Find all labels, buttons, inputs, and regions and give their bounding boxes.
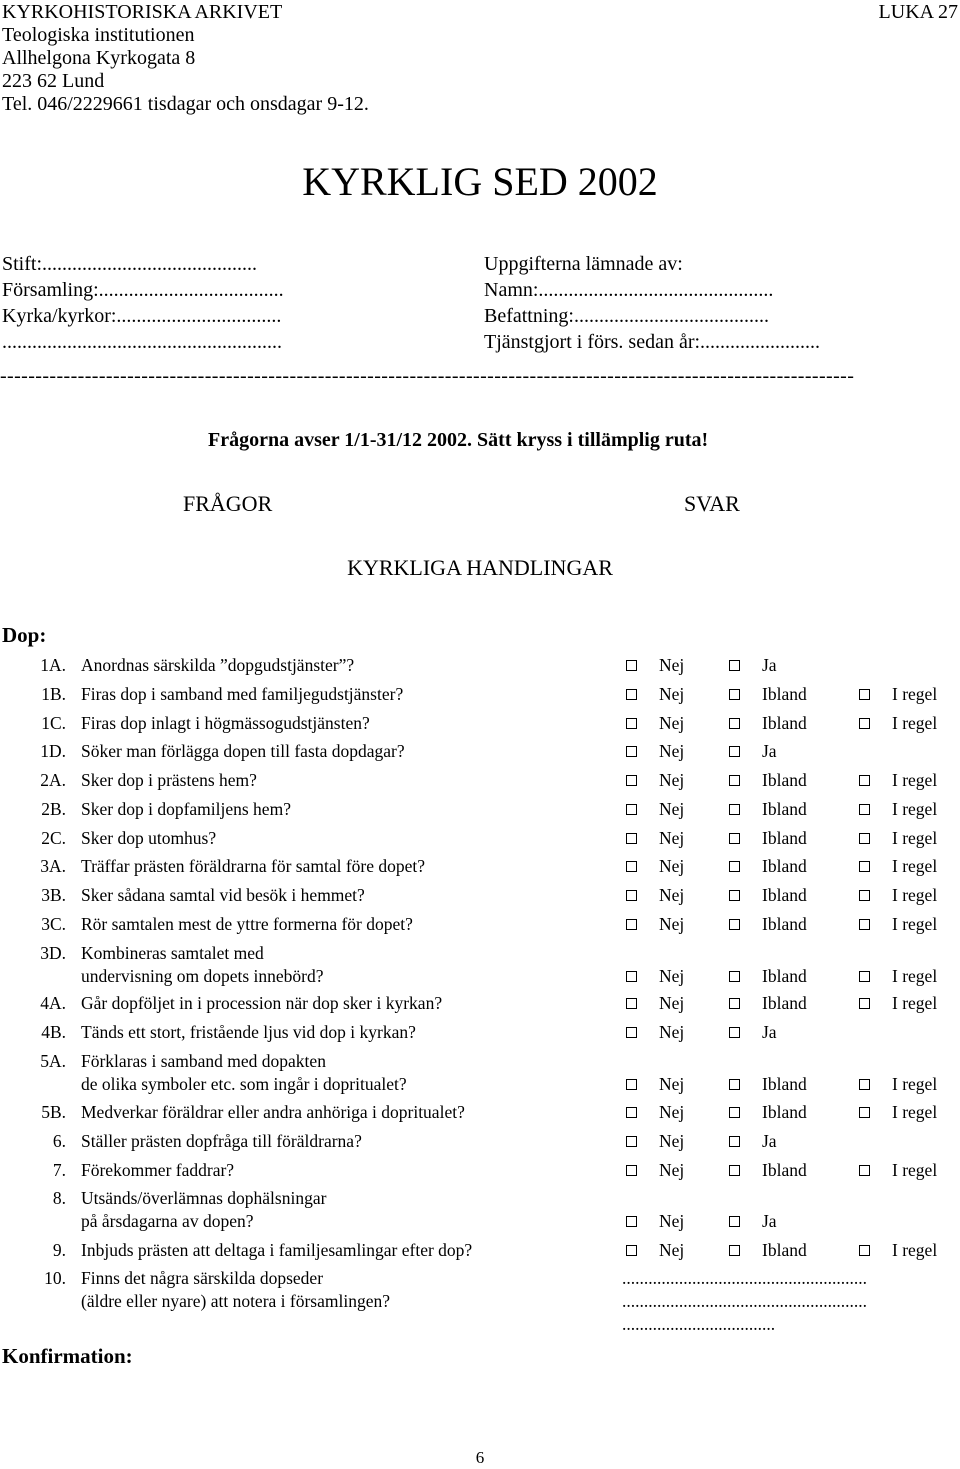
answer-label: Ibland — [762, 684, 807, 704]
answer-option-nej[interactable] — [626, 798, 684, 820]
answer-write-line[interactable]: ................................... — [622, 1314, 776, 1334]
answer-label: Nej — [659, 966, 685, 986]
question-text: på årsdagarna av dopen? — [81, 1211, 254, 1231]
answer-label: Ja — [762, 1131, 777, 1151]
answer-label: Ja — [762, 655, 777, 675]
answer-label: I regel — [892, 1240, 938, 1260]
answer-label: Ja — [762, 1211, 777, 1231]
answer-label: Ibland — [762, 966, 807, 986]
checkbox-icon[interactable] — [626, 660, 637, 671]
answer-label: Ibland — [762, 713, 807, 733]
checkbox-icon[interactable] — [626, 890, 637, 901]
answer-option-ibland[interactable] — [729, 827, 807, 849]
question-number: 1D. — [40, 741, 66, 761]
answer-option-i-regel[interactable] — [859, 965, 937, 987]
checkbox-icon[interactable] — [859, 861, 870, 872]
checkbox-icon[interactable] — [626, 689, 637, 700]
question-text: Medverkar föräldrar eller andra anhöriga i dopritualet? — [81, 1102, 465, 1122]
checkbox-icon[interactable] — [729, 1079, 740, 1090]
answer-option-ibland[interactable] — [729, 1073, 807, 1095]
checkbox-icon[interactable] — [729, 861, 740, 872]
question-text: Söker man förlägga dopen till fasta dopdagar? — [81, 741, 405, 761]
answer-option-ibland[interactable] — [729, 1101, 807, 1123]
answer-write-line[interactable]: ........................................................ — [622, 1291, 867, 1311]
question-row — [0, 769, 960, 792]
question-row — [0, 1101, 960, 1124]
field-stift[interactable]: Stift:........................................... — [2, 253, 258, 275]
answer-label: Ibland — [762, 799, 807, 819]
question-text: Firas dop inlagt i högmässogudstjänsten? — [81, 713, 370, 733]
checkbox-icon[interactable] — [729, 890, 740, 901]
question-text: Sker dop i prästens hem? — [81, 770, 257, 790]
question-text: Utsänds/överlämnas dophälsningar — [81, 1188, 327, 1208]
field-befattning[interactable]: Befattning:....................................... — [484, 305, 769, 327]
postal-address: 223 62 Lund — [2, 70, 105, 92]
checkbox-icon[interactable] — [626, 746, 637, 757]
question-row — [0, 1267, 960, 1334]
answer-option-nej[interactable] — [626, 1101, 684, 1123]
question-row — [0, 992, 960, 1015]
institution: Teologiska institutionen — [2, 24, 195, 46]
question-row — [0, 942, 960, 988]
checkbox-icon[interactable] — [729, 804, 740, 815]
checkbox-icon[interactable] — [626, 775, 637, 786]
answer-option-i-regel[interactable] — [859, 1159, 937, 1181]
checkbox-icon[interactable] — [729, 689, 740, 700]
question-text: Går dopföljet in i procession när dop sker i kyrkan? — [81, 993, 443, 1013]
question-text: (äldre eller nyare) att notera i församlingen? — [81, 1291, 391, 1311]
checkbox-icon[interactable] — [626, 1165, 637, 1176]
answer-option-i-regel[interactable] — [859, 712, 937, 734]
answer-option-nej[interactable] — [626, 769, 684, 791]
answer-option-ibland[interactable] — [729, 798, 807, 820]
question-number: 6. — [52, 1131, 66, 1151]
question-row — [0, 683, 960, 706]
answer-option-ibland[interactable] — [729, 855, 807, 877]
question-row — [0, 1187, 960, 1233]
archive-name: KYRKOHISTORISKA ARKIVET — [2, 1, 283, 23]
checkbox-icon[interactable] — [626, 1245, 637, 1256]
answer-write-line[interactable]: ........................................................ — [622, 1268, 867, 1288]
answer-option-nej[interactable] — [626, 913, 684, 935]
question-row — [0, 1130, 960, 1153]
answer-option-nej[interactable] — [626, 965, 684, 987]
question-text: Sker dop utomhus? — [81, 828, 217, 848]
answer-option-nej[interactable] — [626, 992, 684, 1014]
answer-label: Ja — [762, 1022, 777, 1042]
checkbox-icon[interactable] — [729, 919, 740, 930]
question-number: 1B. — [41, 684, 66, 704]
answer-label: Nej — [659, 741, 685, 761]
answer-label: I regel — [892, 914, 938, 934]
checkbox-icon[interactable] — [626, 804, 637, 815]
separator-line: ------------------------------------------------------------------------------------------------------------------------- — [0, 365, 855, 387]
checkbox-icon[interactable] — [626, 1136, 637, 1147]
question-number: 5A. — [40, 1051, 66, 1071]
checkbox-icon[interactable] — [626, 1216, 637, 1227]
checkbox-icon[interactable] — [859, 998, 870, 1009]
checkbox-icon[interactable] — [626, 998, 637, 1009]
checkbox-icon[interactable] — [626, 861, 637, 872]
answer-option-nej[interactable] — [626, 683, 684, 705]
answer-label: Ibland — [762, 914, 807, 934]
answer-label: Ibland — [762, 1240, 807, 1260]
answer-label: I regel — [892, 885, 938, 905]
checkbox-icon[interactable] — [626, 971, 637, 982]
checkbox-icon[interactable] — [859, 833, 870, 844]
answer-option-i-regel[interactable] — [859, 1239, 937, 1261]
answer-option-nej[interactable] — [626, 827, 684, 849]
question-text: Kombineras samtalet med — [81, 943, 264, 963]
answer-label: Ibland — [762, 1160, 807, 1180]
answer-option-nej[interactable] — [626, 654, 684, 676]
phone-hours: Tel. 046/2229661 tisdagar och onsdagar 9-12. — [2, 93, 369, 115]
question-text: Finns det några särskilda dopseder — [81, 1268, 324, 1288]
answer-option-nej[interactable] — [626, 1210, 684, 1232]
checkbox-icon[interactable] — [859, 919, 870, 930]
question-text: Förklaras i samband med dopakten — [81, 1051, 326, 1071]
question-number: 4B. — [41, 1022, 66, 1042]
answer-label: Ibland — [762, 1074, 807, 1094]
answer-label: Nej — [659, 856, 685, 876]
answer-option-nej[interactable] — [626, 740, 684, 762]
checkbox-icon[interactable] — [729, 718, 740, 729]
question-number: 2B. — [41, 799, 66, 819]
checkbox-icon[interactable] — [729, 1216, 740, 1227]
section-heading: KYRKLIGA HANDLINGAR — [347, 555, 613, 580]
answer-label: Nej — [659, 655, 685, 675]
answer-option-ja[interactable] — [729, 1210, 777, 1232]
answer-label: I regel — [892, 770, 938, 790]
answer-label: Nej — [659, 1074, 685, 1094]
answer-option-i-regel[interactable] — [859, 769, 937, 791]
checkbox-icon[interactable] — [859, 890, 870, 901]
answer-label: Nej — [659, 1240, 685, 1260]
page-title: KYRKLIG SED 2002 — [302, 159, 658, 204]
question-text: Sker dop i dopfamiljens hem? — [81, 799, 291, 819]
checkbox-icon[interactable] — [729, 833, 740, 844]
answer-option-ja[interactable] — [729, 1130, 777, 1152]
field-tjanstgjort[interactable]: Tjänstgjort i förs. sedan år:........................ — [484, 331, 821, 353]
answer-option-nej[interactable] — [626, 712, 684, 734]
answer-label: Nej — [659, 1102, 685, 1122]
answer-option-nej[interactable] — [626, 1073, 684, 1095]
checkbox-icon[interactable] — [729, 1165, 740, 1176]
answer-option-i-regel[interactable] — [859, 855, 937, 877]
question-row — [0, 1159, 960, 1182]
question-row — [0, 712, 960, 735]
checkbox-icon[interactable] — [729, 1136, 740, 1147]
question-number: 5B. — [41, 1102, 66, 1122]
question-text: Förekommer faddrar? — [81, 1160, 235, 1180]
checkbox-icon[interactable] — [859, 1107, 870, 1118]
answer-option-ibland[interactable] — [729, 712, 807, 734]
field-namn[interactable]: Namn:............................................... — [484, 279, 774, 301]
checkbox-icon[interactable] — [859, 804, 870, 815]
question-row — [0, 1239, 960, 1262]
answer-label: Nej — [659, 1211, 685, 1231]
subsection-konfirmation: Konfirmation: — [2, 1344, 133, 1368]
answer-label: I regel — [892, 856, 938, 876]
question-text: Träffar prästen föräldrarna för samtal före dopet? — [81, 856, 426, 876]
question-text: Sker sådana samtal vid besök i hemmet? — [81, 885, 365, 905]
answer-option-nej[interactable] — [626, 1021, 684, 1043]
checkbox-icon[interactable] — [859, 689, 870, 700]
checkbox-icon[interactable] — [859, 1245, 870, 1256]
question-text: Firas dop i samband med familjegudstjänster? — [81, 684, 404, 704]
question-row — [0, 1050, 960, 1096]
answer-option-i-regel[interactable] — [859, 913, 937, 935]
answer-label: Nej — [659, 799, 685, 819]
subsection-dop: Dop: — [2, 623, 47, 647]
answer-option-ja[interactable] — [729, 654, 777, 676]
answer-option-i-regel[interactable] — [859, 992, 937, 1014]
answer-option-nej[interactable] — [626, 884, 684, 906]
question-number: 1A. — [40, 655, 66, 675]
answer-option-i-regel[interactable] — [859, 798, 937, 820]
checkbox-icon[interactable] — [859, 971, 870, 982]
checkbox-icon[interactable] — [626, 1107, 637, 1118]
questions-column-header: FRÅGOR — [183, 491, 273, 516]
answer-label: Nej — [659, 1131, 685, 1151]
checkbox-icon[interactable] — [729, 746, 740, 757]
answer-label: Ibland — [762, 828, 807, 848]
answer-option-ibland[interactable] — [729, 884, 807, 906]
question-row — [0, 654, 960, 677]
answer-label: Ibland — [762, 885, 807, 905]
answer-label: Nej — [659, 770, 685, 790]
answer-option-i-regel[interactable] — [859, 1101, 937, 1123]
field-forsamling[interactable]: Församling:..................................... — [2, 279, 284, 301]
question-row — [0, 913, 960, 936]
question-text: Anordnas särskilda ”dopgudstjänster”? — [81, 655, 355, 675]
answer-option-nej[interactable] — [626, 1239, 684, 1261]
answer-option-i-regel[interactable] — [859, 827, 937, 849]
answer-label: I regel — [892, 713, 938, 733]
checkbox-icon[interactable] — [859, 775, 870, 786]
page-number: 6 — [475, 1448, 485, 1467]
instruction-text: Frågorna avser 1/1-31/12 2002. Sätt kryss i tillämplig ruta! — [208, 429, 709, 451]
answer-label: I regel — [892, 1102, 938, 1122]
answer-label: Nej — [659, 1160, 685, 1180]
answer-label: I regel — [892, 799, 938, 819]
answer-option-nej[interactable] — [626, 1159, 684, 1181]
answer-option-ibland[interactable] — [729, 1239, 807, 1261]
answer-option-ibland[interactable] — [729, 769, 807, 791]
answer-label: Ibland — [762, 1102, 807, 1122]
checkbox-icon[interactable] — [729, 660, 740, 671]
answer-label: Nej — [659, 914, 685, 934]
question-number: 3A. — [40, 856, 66, 876]
checkbox-icon[interactable] — [859, 1079, 870, 1090]
question-text: undervisning om dopets innebörd? — [81, 966, 324, 986]
answer-option-ibland[interactable] — [729, 1159, 807, 1181]
question-row — [0, 855, 960, 878]
question-number: 4A. — [40, 993, 66, 1013]
answer-label: Nej — [659, 1022, 685, 1042]
answer-label: I regel — [892, 828, 938, 848]
checkbox-icon[interactable] — [626, 833, 637, 844]
street-address: Allhelgona Kyrkogata 8 — [2, 47, 196, 69]
answer-label: Nej — [659, 684, 685, 704]
answer-label: Nej — [659, 885, 685, 905]
answer-label: I regel — [892, 993, 938, 1013]
answer-label: Ibland — [762, 856, 807, 876]
checkbox-icon[interactable] — [626, 919, 637, 930]
respondent-heading: Uppgifterna lämnade av: — [484, 253, 683, 275]
answer-option-ibland[interactable] — [729, 913, 807, 935]
question-number: 2C. — [41, 828, 66, 848]
question-text: Inbjuds prästen att deltaga i familjesamlingar efter dop? — [81, 1240, 473, 1260]
field-kyrka-extra[interactable]: ........................................................ — [2, 331, 282, 353]
answer-label: I regel — [892, 684, 938, 704]
answer-option-i-regel[interactable] — [859, 683, 937, 705]
answer-label: Nej — [659, 713, 685, 733]
question-number: 2A. — [40, 770, 66, 790]
answer-label: Ibland — [762, 770, 807, 790]
answer-option-ibland[interactable] — [729, 683, 807, 705]
checkbox-icon[interactable] — [729, 1107, 740, 1118]
question-row — [0, 798, 960, 821]
checkbox-icon[interactable] — [729, 1245, 740, 1256]
answer-option-i-regel[interactable] — [859, 884, 937, 906]
answer-label: Nej — [659, 993, 685, 1013]
answer-option-ja[interactable] — [729, 740, 777, 762]
question-number: 10. — [44, 1268, 66, 1288]
question-number: 1C. — [41, 713, 66, 733]
question-number: 3C. — [41, 914, 66, 934]
question-number: 3B. — [41, 885, 66, 905]
question-number: 9. — [52, 1240, 66, 1260]
answer-label: Nej — [659, 828, 685, 848]
checkbox-icon[interactable] — [626, 1079, 637, 1090]
checkbox-icon[interactable] — [626, 1027, 637, 1038]
question-number: 3D. — [40, 943, 66, 963]
answers-column-header: SVAR — [684, 491, 740, 516]
answer-option-nej[interactable] — [626, 855, 684, 877]
checkbox-icon[interactable] — [729, 775, 740, 786]
question-row — [0, 827, 960, 850]
checkbox-icon[interactable] — [729, 971, 740, 982]
question-text: Ställer prästen dopfråga till föräldrarna? — [81, 1131, 362, 1151]
checkbox-icon[interactable] — [626, 718, 637, 729]
answer-option-ibland[interactable] — [729, 965, 807, 987]
answer-option-nej[interactable] — [626, 1130, 684, 1152]
answer-label: Ibland — [762, 993, 807, 1013]
answer-option-i-regel[interactable] — [859, 1073, 937, 1095]
checkbox-icon[interactable] — [859, 718, 870, 729]
answer-option-ja[interactable] — [729, 1021, 777, 1043]
question-text: Rör samtalen mest de yttre formerna för dopet? — [81, 914, 413, 934]
answer-label: Ja — [762, 741, 777, 761]
answer-label: I regel — [892, 1160, 938, 1180]
form-code: LUKA 27 — [878, 1, 958, 23]
question-row — [0, 740, 960, 763]
checkbox-icon[interactable] — [729, 998, 740, 1009]
question-row — [0, 884, 960, 907]
answer-label: I regel — [892, 966, 938, 986]
question-number: 7. — [52, 1160, 66, 1180]
answer-label: I regel — [892, 1074, 938, 1094]
question-number: 8. — [52, 1188, 66, 1208]
checkbox-icon[interactable] — [729, 1027, 740, 1038]
question-text: de olika symboler etc. som ingår i dopritualet? — [81, 1074, 407, 1094]
answer-option-ibland[interactable] — [729, 992, 807, 1014]
question-row — [0, 1021, 960, 1044]
field-kyrka[interactable]: Kyrka/kyrkor:................................. — [2, 305, 282, 327]
question-text: Tänds ett stort, fristående ljus vid dop i kyrkan? — [81, 1022, 416, 1042]
checkbox-icon[interactable] — [859, 1165, 870, 1176]
